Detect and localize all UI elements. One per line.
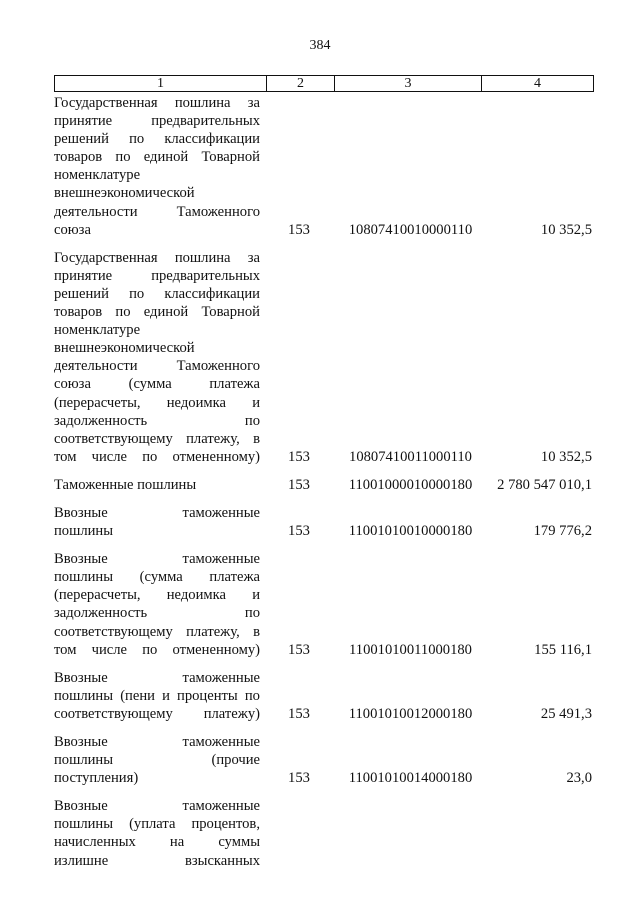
name-word: союза bbox=[54, 221, 91, 238]
name-word: таможенные bbox=[182, 504, 260, 521]
row-name-cell bbox=[54, 733, 260, 787]
name-line bbox=[54, 641, 260, 659]
name-line bbox=[54, 184, 260, 202]
name-line bbox=[54, 623, 260, 641]
name-word: по bbox=[142, 448, 158, 465]
table-row bbox=[54, 733, 594, 787]
name-line bbox=[54, 586, 260, 604]
budget-code-cell: 11001010012000180 bbox=[348, 705, 473, 722]
admin-code-cell: 153 bbox=[288, 221, 310, 238]
budget-code-cell: 11001000010000180 bbox=[348, 476, 473, 493]
name-word: Государственная bbox=[54, 95, 158, 111]
row-name-cell bbox=[54, 550, 260, 659]
row-name-cell bbox=[54, 504, 260, 540]
name-word: начисленных bbox=[54, 834, 136, 851]
name-line bbox=[54, 705, 260, 723]
name-word: за bbox=[247, 249, 260, 266]
name-word: (сумма bbox=[128, 376, 172, 393]
name-word: внешнеэкономической bbox=[54, 185, 195, 202]
name-line bbox=[54, 130, 260, 148]
name-word: в bbox=[253, 430, 260, 447]
name-word: таможенные bbox=[182, 734, 260, 750]
name-line bbox=[54, 522, 260, 540]
name-word: проценты bbox=[177, 687, 238, 704]
column-header-3: 3 bbox=[335, 76, 482, 92]
name-word: единой bbox=[143, 304, 189, 321]
name-word: пошлина bbox=[174, 249, 231, 266]
amount-cell: 2 780 547 010,1 bbox=[497, 476, 592, 493]
admin-code-cell: 153 bbox=[288, 641, 310, 658]
name-word: товаров bbox=[54, 304, 103, 321]
name-word: Ввозные bbox=[54, 798, 108, 815]
amount-cell: 25 491,3 bbox=[540, 705, 592, 722]
name-word: соответствующему bbox=[54, 705, 173, 722]
name-word: платежа bbox=[209, 376, 260, 393]
name-word: процентов, bbox=[191, 816, 260, 833]
amount-cell: 155 116,1 bbox=[534, 641, 592, 658]
name-word: платежу) bbox=[203, 705, 260, 722]
name-line bbox=[54, 568, 260, 586]
table-row bbox=[54, 669, 594, 723]
page-number: 384 bbox=[309, 38, 331, 53]
name-line bbox=[54, 687, 260, 705]
name-word: (сумма bbox=[139, 569, 183, 586]
name-line bbox=[54, 448, 260, 466]
name-line bbox=[54, 769, 260, 787]
column-header-1: 1 bbox=[55, 76, 267, 92]
row-name-cell bbox=[54, 476, 260, 494]
amount-cell: 23,0 bbox=[566, 770, 592, 787]
name-word: Ввозные bbox=[54, 504, 108, 521]
table-body bbox=[54, 94, 594, 880]
name-line bbox=[54, 604, 260, 622]
name-word: Таможенные пошлины bbox=[54, 476, 197, 493]
table-row bbox=[54, 550, 594, 659]
name-word: Ввозные bbox=[54, 551, 108, 568]
table-row bbox=[54, 249, 594, 466]
name-line bbox=[54, 267, 260, 285]
budget-code-cell: 10807410010000110 bbox=[348, 221, 473, 238]
name-word: единой bbox=[143, 149, 189, 166]
name-line bbox=[54, 94, 260, 112]
name-word: классификации bbox=[164, 285, 260, 302]
name-word: в bbox=[253, 623, 260, 640]
name-word: по bbox=[129, 131, 145, 148]
name-line bbox=[54, 375, 260, 393]
name-word: классификации bbox=[164, 131, 260, 148]
name-line bbox=[54, 203, 260, 221]
name-line bbox=[54, 339, 260, 357]
name-word: принятие bbox=[54, 267, 113, 284]
name-word: Товарной bbox=[201, 304, 260, 321]
name-word: таможенные bbox=[182, 669, 260, 686]
admin-code-cell: 153 bbox=[288, 476, 310, 493]
name-line bbox=[54, 412, 260, 430]
name-line bbox=[54, 669, 260, 687]
name-word: деятельности bbox=[54, 358, 138, 375]
name-word: задолженность bbox=[54, 412, 148, 429]
name-word: по bbox=[115, 149, 131, 166]
name-word: Государственная bbox=[54, 249, 158, 266]
name-word: и bbox=[252, 587, 260, 604]
name-word: платежа bbox=[209, 569, 260, 586]
name-line bbox=[54, 852, 260, 870]
name-word: (уплата bbox=[129, 816, 176, 833]
name-line bbox=[54, 112, 260, 130]
name-word: таможенные bbox=[182, 551, 260, 568]
table-row bbox=[54, 797, 594, 869]
name-word: пошлины bbox=[54, 523, 114, 540]
admin-code-cell: 153 bbox=[288, 770, 310, 787]
name-word: и bbox=[162, 687, 170, 704]
name-word: принятие bbox=[54, 113, 113, 130]
name-word: числе bbox=[91, 448, 128, 465]
admin-code-cell: 153 bbox=[288, 448, 310, 465]
name-line bbox=[54, 797, 260, 815]
name-word: по bbox=[115, 304, 131, 321]
amount-cell: 10 352,5 bbox=[540, 448, 592, 465]
table-row bbox=[54, 476, 594, 494]
name-word: по bbox=[142, 641, 158, 658]
column-header-row bbox=[55, 76, 594, 92]
name-word: платежу, bbox=[186, 430, 240, 447]
name-word: Таможенного bbox=[176, 203, 260, 220]
name-word: соответствующему bbox=[54, 623, 173, 640]
name-word: предварительных bbox=[151, 267, 260, 284]
name-word: недоимка bbox=[166, 587, 226, 604]
budget-code-cell: 11001010010000180 bbox=[348, 523, 473, 540]
name-word: платежу, bbox=[186, 623, 240, 640]
name-word: пошлины bbox=[54, 687, 114, 704]
column-header-2: 2 bbox=[267, 76, 335, 92]
name-line bbox=[54, 285, 260, 303]
row-name-cell bbox=[54, 669, 260, 723]
name-word: (пени bbox=[120, 687, 155, 704]
name-line bbox=[54, 751, 260, 769]
name-word: по bbox=[244, 605, 260, 622]
row-name-cell bbox=[54, 249, 260, 466]
name-word: Таможенного bbox=[176, 358, 260, 375]
name-word: отмененному) bbox=[172, 641, 260, 658]
column-header-table bbox=[54, 75, 594, 92]
amount-cell: 179 776,2 bbox=[533, 523, 592, 540]
name-word: по bbox=[129, 285, 145, 302]
name-word: (прочие bbox=[211, 752, 260, 769]
name-line bbox=[54, 476, 260, 494]
name-word: товаров bbox=[54, 149, 103, 166]
name-word: Ввозные bbox=[54, 734, 108, 750]
name-line bbox=[54, 357, 260, 375]
name-word: номенклатуре bbox=[54, 322, 141, 339]
name-word: отмененному) bbox=[172, 448, 260, 465]
name-line bbox=[54, 394, 260, 412]
admin-code-cell: 153 bbox=[288, 523, 310, 540]
name-word: внешнеэкономической bbox=[54, 340, 195, 357]
name-word: за bbox=[247, 95, 260, 111]
name-line bbox=[54, 833, 260, 851]
name-word: пошлины bbox=[54, 752, 114, 769]
name-word: излишне bbox=[54, 852, 109, 869]
name-word: задолженность bbox=[54, 605, 148, 622]
table-row bbox=[54, 504, 594, 540]
name-word: решений bbox=[54, 285, 109, 302]
name-word: поступления) bbox=[54, 770, 139, 787]
budget-code-cell: 11001010011000180 bbox=[349, 641, 472, 658]
name-word: пошлины bbox=[54, 569, 114, 586]
name-line bbox=[54, 321, 260, 339]
name-word: (перерасчеты, bbox=[54, 394, 141, 411]
name-word: Товарной bbox=[201, 149, 260, 166]
name-word: таможенные bbox=[182, 798, 260, 815]
name-word: союза bbox=[54, 376, 91, 393]
row-name-cell bbox=[54, 797, 260, 869]
table-row bbox=[54, 94, 594, 239]
name-word: решений bbox=[54, 131, 109, 148]
name-word: том bbox=[54, 448, 77, 465]
name-word: по bbox=[244, 412, 260, 429]
name-word: пошлина bbox=[174, 95, 231, 111]
name-line bbox=[54, 550, 260, 568]
name-word: пошлины bbox=[54, 816, 114, 833]
name-line bbox=[54, 504, 260, 522]
name-word: (перерасчеты, bbox=[54, 587, 141, 604]
name-line bbox=[54, 166, 260, 184]
name-word: предварительных bbox=[151, 113, 260, 130]
name-word: деятельности bbox=[54, 203, 138, 220]
amount-cell: 10 352,5 bbox=[540, 221, 592, 238]
name-line bbox=[54, 430, 260, 448]
row-name-cell bbox=[54, 94, 260, 239]
name-word: суммы bbox=[218, 834, 260, 851]
name-word: взысканных bbox=[184, 852, 260, 869]
name-word: и bbox=[252, 394, 260, 411]
column-header-4: 4 bbox=[482, 76, 594, 92]
name-word: Ввозные bbox=[54, 669, 108, 686]
name-word: по bbox=[244, 687, 260, 704]
name-line bbox=[54, 148, 260, 166]
name-word: соответствующему bbox=[54, 430, 173, 447]
name-word: на bbox=[169, 834, 185, 851]
name-line bbox=[54, 303, 260, 321]
name-word: недоимка bbox=[166, 394, 226, 411]
name-line bbox=[54, 249, 260, 267]
name-line bbox=[54, 815, 260, 833]
name-word: числе bbox=[91, 641, 128, 658]
name-line bbox=[54, 733, 260, 751]
budget-code-cell: 10807410011000110 bbox=[349, 448, 472, 465]
budget-code-cell: 11001010014000180 bbox=[348, 770, 473, 787]
admin-code-cell: 153 bbox=[288, 705, 310, 722]
name-word: том bbox=[54, 641, 77, 658]
name-line bbox=[54, 221, 260, 239]
name-word: номенклатуре bbox=[54, 167, 141, 184]
